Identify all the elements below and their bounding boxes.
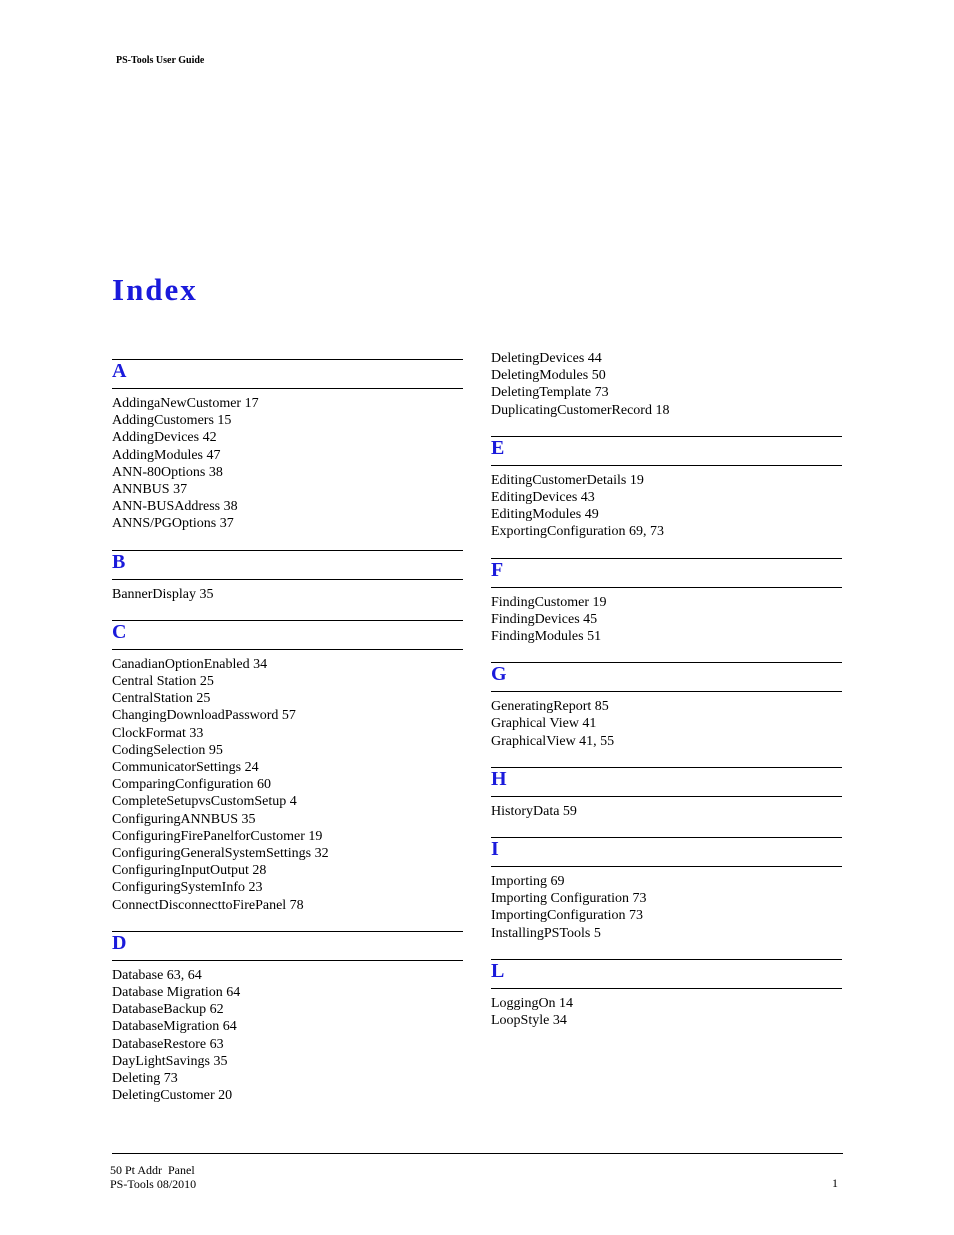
section-header — [112, 359, 463, 389]
index-entry: CommunicatorSettings 24 — [112, 760, 259, 776]
index-section — [112, 359, 463, 533]
index-section — [112, 620, 463, 914]
section-header — [491, 959, 842, 989]
index-entry: ANNS/PGOptions 37 — [112, 516, 234, 532]
index-entry: Database Migration 64 — [112, 985, 241, 1001]
index-entry: CanadianOptionEnabled 34 — [112, 656, 268, 672]
index-entry: ANN-80Options 38 — [112, 464, 223, 480]
index-section — [491, 350, 842, 419]
section-letter: D — [112, 931, 127, 954]
index-entry: BannerDisplay 35 — [112, 586, 214, 602]
index-entry: AddingDevices 42 — [112, 430, 217, 446]
footer-info — [110, 1163, 196, 1191]
section-header — [112, 931, 463, 961]
index-entry: Database 63, 64 — [112, 967, 202, 983]
index-entry: Importing Configuration 73 — [491, 891, 647, 907]
page-number: 1 — [832, 1176, 838, 1190]
index-entry: ANN-BUSAddress 38 — [112, 499, 238, 515]
section-letter: L — [491, 959, 505, 982]
index-entry: ConfiguringANNBUS 35 — [112, 811, 256, 827]
index-entry: FindingModules 51 — [491, 629, 602, 645]
index-entry: ClockFormat 33 — [112, 725, 204, 741]
index-section — [491, 558, 842, 646]
index-entry: LoopStyle 34 — [491, 1013, 567, 1029]
section-header — [491, 436, 842, 466]
index-entry: CentralStation 25 — [112, 691, 211, 707]
index-section — [491, 959, 842, 1029]
section-letter: E — [491, 436, 505, 459]
index-entry: CompleteSetupvsCustomSetup 4 — [112, 794, 297, 810]
footer-divider — [112, 1153, 843, 1154]
index-section — [491, 837, 842, 942]
index-entry: ConfiguringFirePanelforCustomer 19 — [112, 828, 323, 844]
section-header — [491, 837, 842, 867]
index-column-left — [112, 359, 463, 1122]
index-entry: GraphicalView 41, 55 — [491, 733, 615, 749]
index-entry: EditingDevices 43 — [491, 490, 595, 506]
index-entry: Central Station 25 — [112, 674, 214, 690]
index-column-right — [491, 350, 842, 1046]
index-entry: DeletingTemplate 73 — [491, 385, 609, 401]
footer-product: 50 Pt Addr Panel — [110, 1163, 195, 1177]
index-entry: DatabaseRestore 63 — [112, 1036, 224, 1052]
section-header — [491, 558, 842, 588]
index-entry: HistoryData 59 — [491, 803, 577, 819]
index-entry: DayLightSavings 35 — [112, 1053, 228, 1069]
index-entry: ChangingDownloadPassword 57 — [112, 708, 296, 724]
footer-version: PS-Tools 08/2010 — [110, 1177, 197, 1191]
index-section — [491, 662, 842, 750]
section-letter: C — [112, 620, 127, 643]
index-section — [112, 550, 463, 603]
index-entry: EditingCustomerDetails 19 — [491, 472, 644, 488]
section-letter: A — [112, 360, 127, 382]
section-letter: B — [112, 550, 126, 573]
section-header — [112, 620, 463, 650]
index-entry: ConnectDisconnecttoFirePanel 78 — [112, 897, 304, 913]
index-entry: InstallingPSTools 5 — [491, 925, 601, 941]
section-header — [491, 662, 842, 692]
index-entry: FindingDevices 45 — [491, 611, 598, 627]
index-entry: LoggingOn 14 — [491, 995, 574, 1011]
index-entry: DeletingDevices 44 — [491, 351, 602, 366]
index-entry: Graphical View 41 — [491, 716, 597, 732]
page-title: Index — [112, 272, 198, 307]
section-letter: G — [491, 663, 507, 686]
index-entry: ExportingConfiguration 69, 73 — [491, 524, 665, 540]
index-entry: ComparingConfiguration 60 — [112, 777, 272, 793]
index-entry: DeletingCustomer 20 — [112, 1088, 233, 1104]
section-letter: H — [491, 767, 507, 790]
index-entry: DatabaseBackup 62 — [112, 1002, 224, 1018]
index-section — [112, 931, 463, 1105]
index-entry: ConfiguringGeneralSystemSettings 32 — [112, 846, 329, 862]
index-entry: AddingaNewCustomer 17 — [112, 396, 259, 411]
running-header: PS-Tools User Guide — [116, 55, 205, 66]
section-letter: F — [491, 558, 504, 581]
section-letter: I — [491, 838, 499, 861]
section-header — [491, 767, 842, 797]
index-entry: EditingModules 49 — [491, 507, 599, 523]
index-entry: AddingCustomers 15 — [112, 413, 232, 429]
index-entry: ConfiguringSystemInfo 23 — [112, 880, 263, 896]
index-entry: AddingModules 47 — [112, 447, 221, 463]
index-entry: ConfiguringInputOutput 28 — [112, 863, 267, 879]
index-entry: DeletingModules 50 — [491, 368, 606, 384]
index-section — [491, 436, 842, 541]
index-entry: Deleting 73 — [112, 1071, 178, 1087]
index-entry: ImportingConfiguration 73 — [491, 908, 644, 924]
section-header — [112, 550, 463, 580]
index-entry: CodingSelection 95 — [112, 742, 223, 758]
index-entry: GeneratingReport 85 — [491, 699, 609, 715]
index-entry: DuplicatingCustomerRecord 18 — [491, 402, 670, 418]
index-section — [491, 767, 842, 820]
index-entry: FindingCustomer 19 — [491, 594, 607, 610]
index-entry: DatabaseMigration 64 — [112, 1019, 237, 1035]
index-entry: Importing 69 — [491, 874, 565, 890]
index-entry: ANNBUS 37 — [112, 482, 188, 498]
